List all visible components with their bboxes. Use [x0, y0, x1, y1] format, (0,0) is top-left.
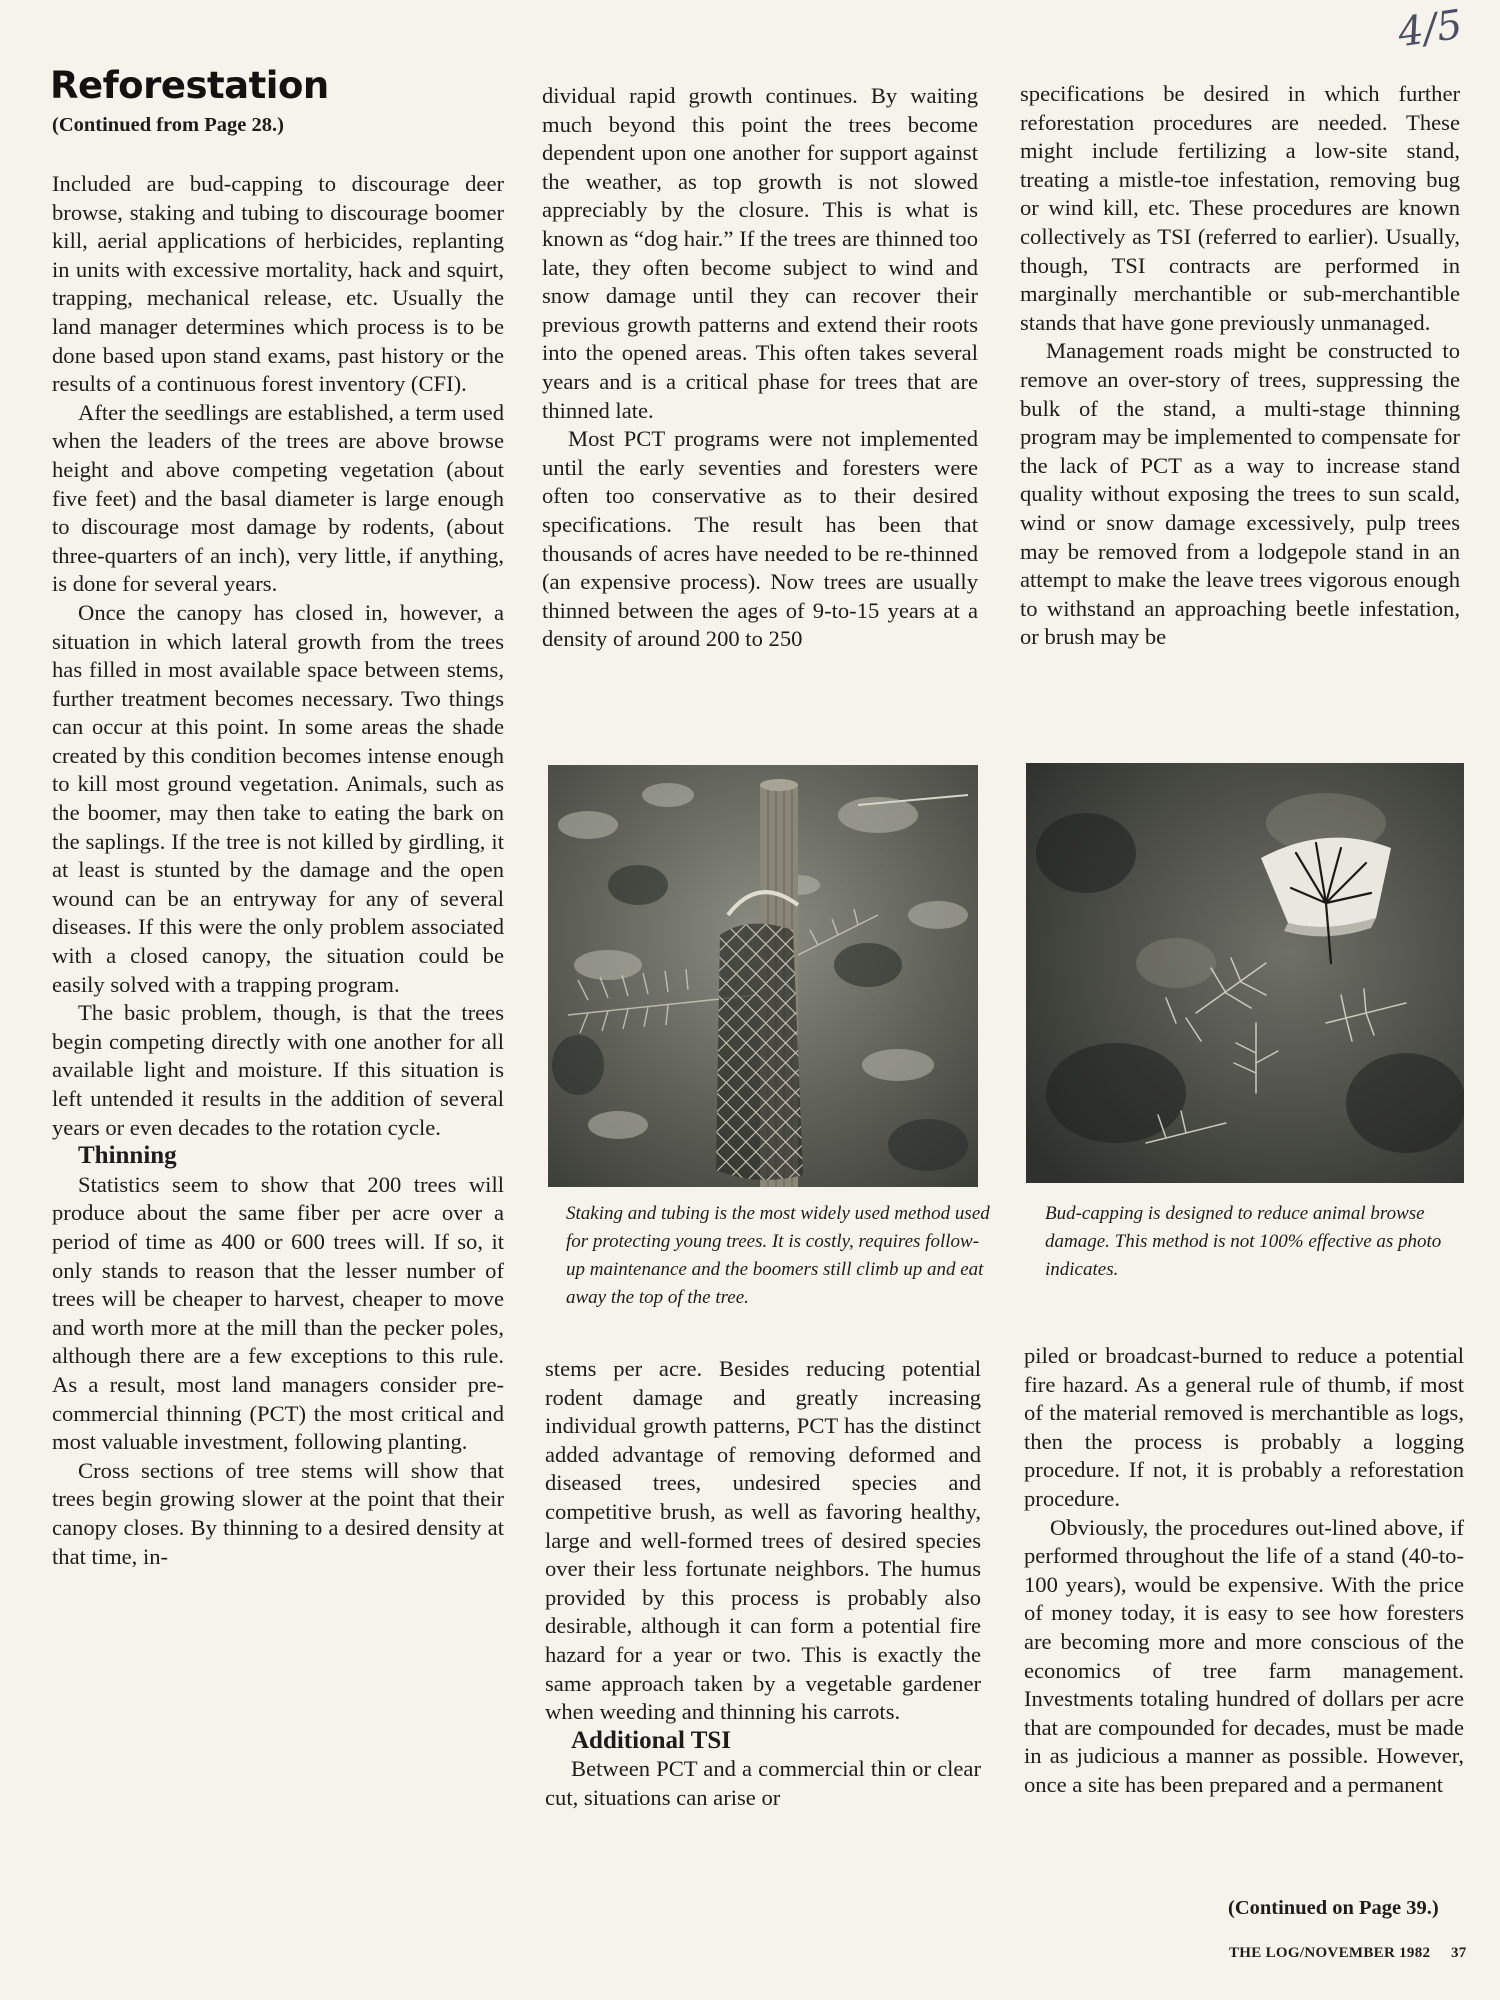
paragraph: Between PCT and a commercial thin or clear cut, situations can arise or	[545, 1756, 981, 1810]
article-title: Reforestation	[50, 64, 329, 107]
subhead-thinning: Thinning	[78, 1142, 177, 1170]
footer-page-number: 37	[1451, 1945, 1467, 1961]
photo-staking-and-tubing	[548, 765, 978, 1187]
paragraph: After the seedlings are established, a term used when the leaders of the trees are above browse height and above competing vegetation (about five feet) and the basal diameter is large enough to discourage most damage by rodents, (about three-quarters of an inch), very little, if anything, is done for several years.	[52, 399, 504, 597]
photo-caption-bud-capping: Bud-capping is designed to reduce animal browse damage. This method is not 100% effective as photo indicates.	[1045, 1203, 1442, 1280]
handwritten-page-mark: 4/5	[1395, 1, 1466, 57]
column-2-top	[542, 82, 978, 654]
paragraph: Most PCT programs were not implemented until the early seventies and foresters were often too conservative as to their desired specifications. The result has been that thousands of acres have needed to be re-thinned (an expensive process). Now trees are usually thinned between the ages of 9-to-15 years at a density of around 200 to 250	[542, 426, 978, 652]
column-2-bottom	[545, 1355, 981, 1813]
paragraph: Obviously, the procedures out-lined above, if performed throughout the life of a stand (40-to-100 years), would be expensive. With the price of money today, it is easy to see how foresters are becoming more and more conscious of the economics of tree farm management. Investments totaling hundred of dollars per acre that are compounded for decades, must be made in as judicious a manner as possible. However, once a site has been prepared and a permanent	[1024, 1514, 1464, 1797]
paragraph: specifications be desired in which further reforestation procedures are needed. These might include fertilizing a low-site stand, treating a mistle-toe infestation, removing bug or wind kill, etc. These procedures are known collectively as TSI (referred to earlier). Usually, though, TSI contracts are performed in marginally merchantible or sub-merchantible stands that have gone previously unmanaged.	[1020, 81, 1460, 335]
column-3-bottom	[1024, 1342, 1464, 1800]
column-3-top	[1020, 80, 1460, 652]
paragraph: stems per acre. Besides reducing potential rodent damage and greatly increasing individual growth patterns, PCT has the distinct added advantage of removing deformed and diseased trees, undesired species and competitive brush, as well as favoring healthy, large and well-formed trees of desired species over their less fortunate neighbors. The humus provided by this process is probably also desirable, although it can form a potential fire hazard for a year or two. This is exactly the same approach taken by a vegetable gardener when weeding and thinning his carrots.	[545, 1356, 981, 1725]
paragraph: dividual rapid growth continues. By waiting much beyond this point the trees become dependent upon one another for support against the weather, as top growth is not slowed appreciably by the closure. This is what is known as “dog hair.” If the trees are thinned too late, they often become subject to wind and snow damage until they can recover their previous growth patterns and extend their roots into the opened areas. This often takes several years and is a critical phase for trees that are thinned late.	[542, 83, 978, 423]
paragraph: piled or broadcast-burned to reduce a potential fire hazard. As a general rule of thumb, if most of the material removed is merchantible as logs, then the process is probably a logging procedure. If not, it is probably a reforestation procedure.	[1024, 1343, 1464, 1511]
paragraph: Statistics seem to show that 200 trees will produce about the same fiber per acre over a period of time as 400 or 600 trees will. If so, it only stands to reason that the lesser number of trees will be cheaper to harvest, cheaper to move and worth more at the mill than the pecker poles, although there are a few exceptions to this rule. As a result, most land managers consider pre-commercial thinning (PCT) the most critical and most valuable investment, following planting.	[52, 1171, 504, 1455]
continued-on-note: (Continued on Page 39.)	[1228, 1897, 1439, 1919]
photo-caption-staking: Staking and tubing is the most widely used method used for protecting young trees. It is costly, requires follow-up maintenance and the boomers still climb up and eat away the top of the tree.	[566, 1203, 990, 1308]
subhead-additional-tsi: Additional TSI	[571, 1726, 732, 1754]
paragraph: Once the canopy has closed in, however, a situation in which lateral growth from the trees has filled in most available space between stems, further treatment becomes necessary. Two things can occur at this point. In some areas the shade created by this condition becomes intense enough to kill most ground vegetation. Animals, such as the boomer, may then take to eating the bark on the saplings. If the tree is not killed by girdling, it at least is stunted by the damage and the open wound can be an entryway for any of several diseases. If this were the only problem associated with a closed canopy, the situation could be easily solved with a trapping program.	[52, 599, 504, 997]
paragraph: Included are bud-capping to discourage deer browse, staking and tubing to discourage boomer kill, aerial applications of herbicides, replanting in units with excessive mortality, hack and squirt, trapping, mechanical release, etc. Usually the land manager determines which process is to be done based upon stand exams, past history or the results of a continuous forest inventory (CFI).	[52, 171, 504, 397]
paragraph: Management roads might be constructed to remove an over-story of trees, suppressing the bulk of the stand, a multi-stage thinning program may be implemented to compensate for the lack of PCT as a way to increase stand quality without exposing the trees to sun scald, wind or snow damage excessively, pulp trees may be removed from a lodgepole stand in an attempt to make the leave trees vigorous enough to withstand an approaching beetle infestation, or brush may be	[1020, 338, 1460, 650]
paragraph: The basic problem, though, is that the trees begin competing directly with one another for all available light and moisture. If this situation is left untended it results in the addition of several years or even decades to the rotation cycle.	[52, 1000, 504, 1140]
bud-cap-seedling-image	[1026, 763, 1464, 1183]
continued-from-note: (Continued from Page 28.)	[52, 114, 284, 136]
tree-stake-mesh-tube-image	[548, 765, 978, 1187]
footer-publication: THE LOG/NOVEMBER 1982	[1229, 1945, 1431, 1961]
paragraph: Cross sections of tree stems will show that trees begin growing slower at the point that their canopy closes. By thinning to a desired density at that time, in-	[52, 1457, 504, 1569]
photo-bud-capping	[1026, 763, 1464, 1183]
column-1	[52, 170, 504, 1571]
